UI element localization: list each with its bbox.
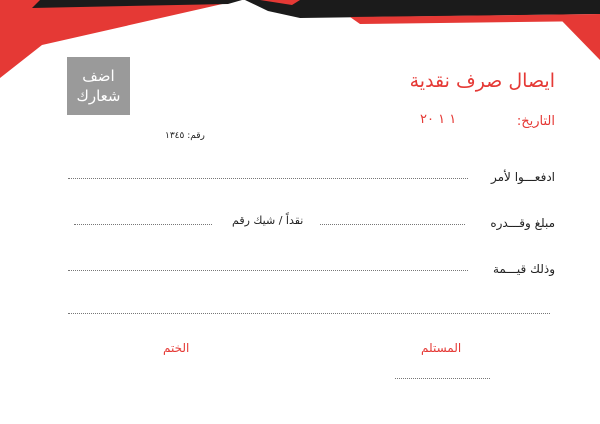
pay-to-label: ادفعـــوا لأمر — [491, 170, 555, 184]
for-label: وذلك قيـــمة — [493, 262, 555, 276]
logo-placeholder — [67, 57, 130, 115]
recipient-label: المستلم — [421, 341, 462, 355]
payment-method-text: نقداً / شيك رقم — [232, 214, 304, 227]
receipt-title: ايصال صرف نقدية — [409, 70, 555, 92]
right-red-wedge — [562, 21, 600, 60]
date-value: ١ ١ ٢٠ — [420, 112, 457, 127]
receipt-number: رقم: ١٣٤٥ — [165, 131, 205, 141]
recipient-signature-line — [395, 378, 490, 379]
logo-line-1: اضف — [82, 67, 115, 85]
for-line — [68, 270, 468, 271]
amount-label: مبلغ وقـــدره — [490, 216, 555, 230]
separator-line — [68, 313, 550, 314]
stamp-label: الختم — [163, 341, 190, 355]
date-label: التاريخ: — [516, 114, 555, 129]
cheque-number-line — [74, 224, 212, 225]
pay-to-line — [68, 178, 468, 179]
amount-line — [320, 224, 465, 225]
logo-line-2: شعارك — [76, 87, 121, 105]
